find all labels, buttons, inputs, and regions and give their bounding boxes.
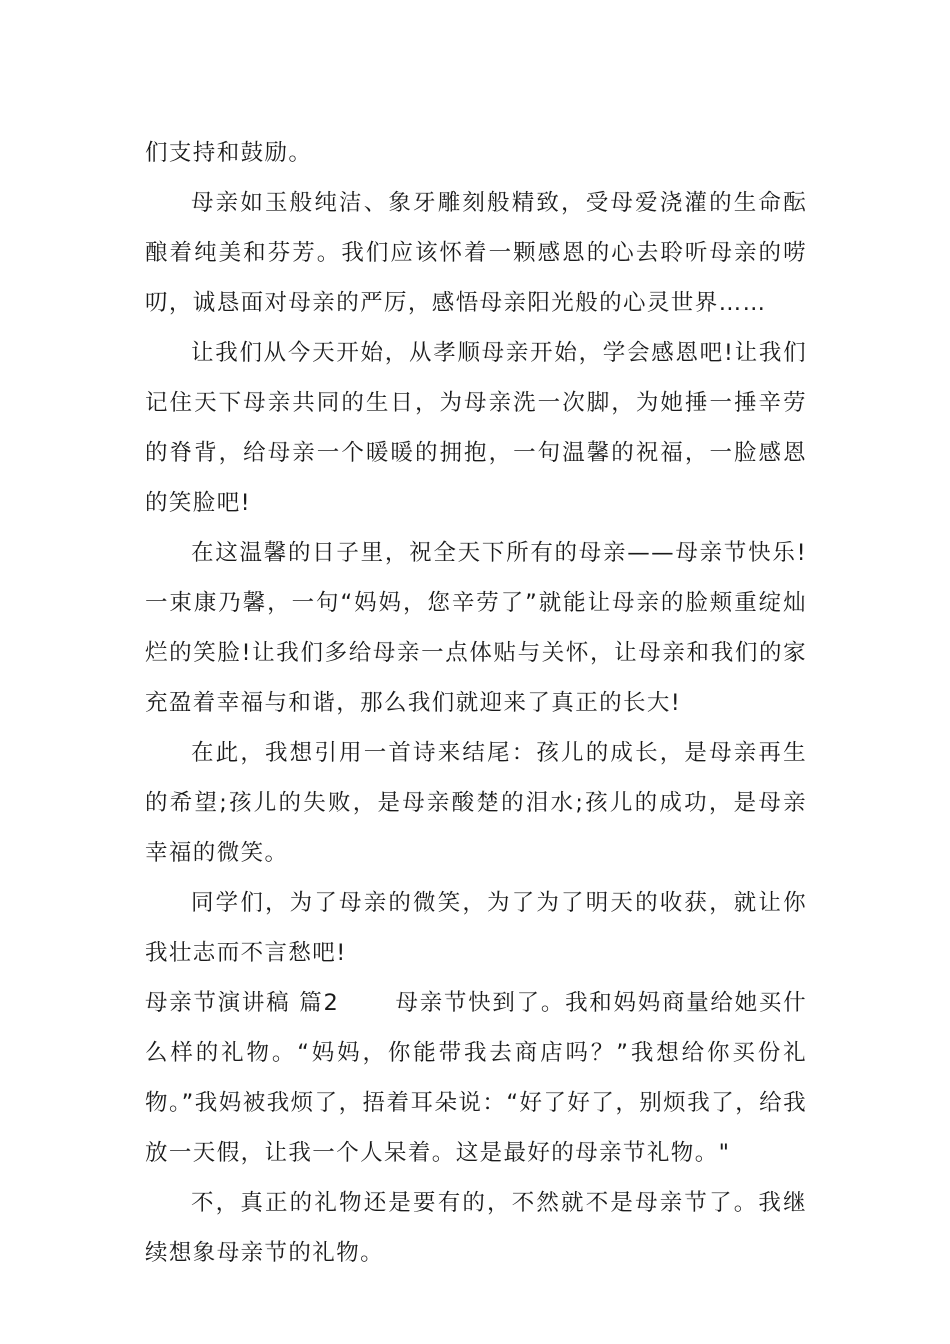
section-2-label: 母亲节演讲稿 篇2: [145, 990, 340, 1016]
paragraph-5: 在此，我想引用一首诗来结尾：孩儿的成长，是母亲再生的希望;孩儿的失败，是母亲酸楚的泪水;孩儿的成功，是母亲幸福的微笑。: [145, 740, 807, 866]
paragraph-1: 们支持和鼓励。: [145, 140, 313, 166]
paragraph-3: 让我们从今天开始，从孝顺母亲开始，学会感恩吧!让我们记住天下母亲共同的生日，为母亲洗一次脚，为她捶一捶辛劳的脊背，给母亲一个暖暖的拥抱，一句温馨的祝福，一脸感恩的笑脸吧!: [145, 340, 807, 516]
paragraph-8: 不，真正的礼物还是要有的，不然就不是母亲节了。我继续想象母亲节的礼物。: [145, 1190, 807, 1266]
paragraph-4: 在这温馨的日子里，祝全天下所有的母亲——母亲节快乐!一束康乃馨，一句“妈妈，您辛劳了”就能让母亲的脸颊重绽灿烂的笑脸!让我们多给母亲一点体贴与关怀，让母亲和我们的家充盈着幸福与和谐，那么我们就迎来了真正的长大!: [145, 540, 807, 716]
section-2-text: 母亲节快到了。我和妈妈商量给她买什么样的礼物。“妈妈，你能带我去商店吗？”我想给你买份礼物。”我妈被我烦了，捂着耳朵说：“好了好了，别烦我了，给我放一天假，让我一个人呆着。这是最好的母亲节礼物。": [145, 990, 807, 1166]
section-2-paragraph: [145, 978, 807, 1178]
paragraph-6: 同学们，为了母亲的微笑，为了为了明天的收获，就让你我壮志而不言愁吧!: [145, 890, 807, 966]
paragraph-2: 母亲如玉般纯洁、象牙雕刻般精致，受母爱浇灌的生命酝酿着纯美和芬芳。我们应该怀着一颗感恩的心去聆听母亲的唠叨，诚恳面对母亲的严厉，感悟母亲阳光般的心灵世界……: [145, 190, 807, 316]
document-body: [145, 128, 807, 1278]
